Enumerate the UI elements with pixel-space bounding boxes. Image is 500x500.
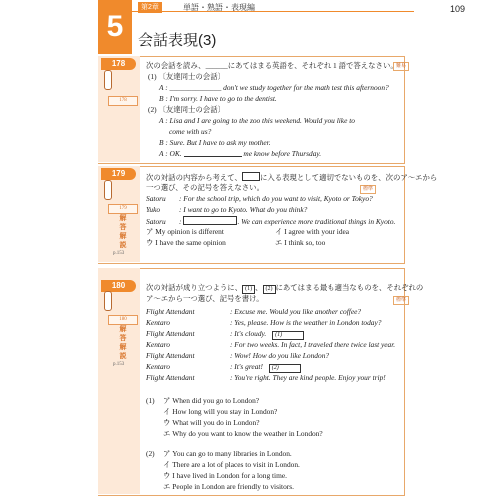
question-179-line2 — [146, 205, 307, 214]
answer-box — [183, 216, 237, 225]
dialogue-text: : — [179, 217, 182, 226]
question-178-level: 難易 — [393, 62, 409, 71]
dialogue-text: : Excuse me. Would you like another coffee? — [230, 307, 362, 316]
speaker-name: Kentaro — [146, 318, 170, 327]
question-179-line3 — [146, 216, 395, 226]
instruction-text: 次の対話の内容から考えて、 — [146, 173, 242, 182]
part1-choice: ウ What will you do in London? — [163, 418, 260, 427]
kaitou-char: 答 — [119, 223, 127, 231]
kaitou-char: 説 — [119, 352, 127, 360]
dialogue-line — [146, 373, 386, 382]
question-178-instruction: 次の会話を読み、______にあてはまる英語を、それぞれ 1 語で答えなさい。 — [146, 61, 398, 70]
part1-label: (1) — [146, 396, 155, 405]
part2-choice: イ There are a lot of places to visit in London. — [163, 460, 300, 469]
speaker-name: Satoru — [146, 217, 166, 226]
page-title: 会話表現(3) — [138, 32, 217, 49]
page-number: 109 — [450, 4, 466, 14]
question-178-sub2-a1: A : Lisa and I are going to the zoo this weekend. Would you like to — [159, 116, 355, 125]
dialogue-line — [146, 307, 361, 316]
pin-icon — [104, 70, 112, 90]
speaker-name: Flight Attendant — [146, 351, 195, 360]
speaker-name: Flight Attendant — [146, 329, 195, 338]
dialogue-text: : Wow! How do you like London? — [230, 351, 330, 360]
question-178-sub2-a2: come with us? — [169, 127, 212, 136]
dialogue-line — [146, 318, 381, 327]
question-178-number: 178 — [101, 58, 136, 70]
speaker-name: Flight Attendant — [146, 373, 195, 382]
part1-choice: ア When did you go to London? — [163, 396, 260, 405]
pin-icon — [104, 291, 112, 311]
dialogue-text: . We can experience more traditional things in Kyoto. — [237, 217, 396, 226]
question-179-number: 179 — [101, 168, 136, 180]
pin-icon — [104, 180, 112, 200]
dialogue-text: : I want to go to Kyoto. What do you think? — [179, 205, 308, 214]
question-178-ref-tag: 178 — [108, 96, 138, 106]
chapter-number-box: 5 — [98, 0, 132, 54]
part1-choice: イ How long will you stay in London? — [163, 407, 278, 416]
part2-choice: ウ I have lived in London for a long time. — [163, 471, 287, 480]
question-179-instruction-2: 一つ選び、その記号を答えなさい。 — [146, 183, 264, 192]
part2-choice: エ People in London are friendly to visitors. — [163, 482, 294, 491]
part2-label: (2) — [146, 449, 155, 458]
header-rule — [132, 11, 414, 12]
speaker-name: Satoru — [146, 194, 166, 203]
chapter-topic: 単語・熟語・表現編 — [183, 3, 255, 12]
question-180-ref-tag: 180 — [108, 315, 138, 325]
instruction-text: にあてはまる最も適当なものを、それぞれの — [275, 283, 424, 292]
instruction-text: 次の対話が成り立つように、 — [146, 283, 243, 292]
question-180-ref-page: p.153 — [113, 362, 125, 367]
dialogue-line — [146, 340, 395, 349]
speaker-name: Kentaro — [146, 340, 170, 349]
question-178-sub2-label: (2) 〔友達同士の会話〕 — [148, 105, 225, 114]
answer-box-label: (2) — [269, 364, 301, 373]
question-179-choice-a: ア My opinion is different — [146, 227, 224, 236]
question-178-box — [98, 56, 405, 164]
question-180-kaitou-label — [116, 325, 130, 361]
instruction-text: 、 — [255, 283, 263, 292]
instruction-text: に入る表現として適切でないものを、次のア～エから — [259, 173, 438, 182]
question-180-instruction-1 — [146, 283, 423, 294]
question-179-kaitou-label — [116, 214, 130, 250]
dialogue-text: : You're right. They are kind people. Enjoy your trip! — [230, 373, 386, 382]
question-179-ref-page: p.153 — [113, 251, 125, 256]
question-178-sub2-a3-pre: A : OK. — [159, 149, 182, 158]
dialogue-text: : For two weeks. In fact, I traveled there twice last year. — [230, 340, 396, 349]
dialogue-line — [146, 329, 304, 340]
speaker-name: Kentaro — [146, 362, 170, 371]
kaitou-char: 答 — [119, 334, 127, 342]
dialogue-text: : It's cloudy. — [230, 329, 267, 338]
answer-box-label: (1) — [272, 331, 304, 340]
question-180-number: 180 — [101, 280, 136, 292]
answer-box-label: (1) — [242, 285, 255, 294]
part2-choice: ア You can go to many libraries in London. — [163, 449, 292, 458]
question-179-choice-d: エ I think so, too — [275, 238, 326, 247]
question-180-instruction-2: ア～エから一つ選び、記号を書け。 — [146, 294, 264, 303]
question-178-sub1-b: B : I'm sorry. I have to go to the dentist. — [159, 94, 277, 103]
speaker-name: Flight Attendant — [146, 307, 195, 316]
dialogue-line — [146, 362, 301, 373]
question-179-choice-b: イ I agree with your idea — [275, 227, 350, 236]
answer-blank[interactable] — [184, 149, 242, 157]
dialogue-text: : It's great! — [230, 362, 263, 371]
question-178-sub2-a3-post: me know before Thursday. — [243, 149, 322, 158]
question-179-ref-tag: 179 — [108, 204, 138, 214]
speaker-name: Yuko — [146, 205, 161, 214]
dialogue-text: : Yes, please. How is the weather in London today? — [230, 318, 382, 327]
question-179-instruction-1 — [146, 172, 437, 182]
answer-box-label: (2) — [263, 285, 276, 294]
dialogue-text: : For the school trip, which do you want to visit, Kyoto or Tokyo? — [179, 194, 373, 203]
dialogue-line — [146, 351, 329, 360]
kaitou-char: 解 — [119, 325, 127, 333]
question-178-sub2-a3 — [159, 149, 321, 158]
question-178-sub1-a: A : ______________ don't we study together for the math test this afternoon? — [159, 83, 389, 92]
question-180-level: 標準 — [393, 296, 409, 305]
question-179-level: 標準 — [360, 185, 376, 194]
kaitou-char: 解 — [119, 214, 127, 222]
question-178-sub2-b: B : Sure. But I have to ask my mother. — [159, 138, 271, 147]
part1-choice: エ Why do you want to know the weather in London? — [163, 429, 323, 438]
kaitou-char: 解 — [119, 343, 127, 351]
kaitou-char: 説 — [119, 241, 127, 249]
kaitou-char: 解 — [119, 232, 127, 240]
question-179-choice-c: ウ I have the same opinion — [146, 238, 226, 247]
question-178-sub1-label: (1) 〔友達同士の会話〕 — [148, 72, 225, 81]
answer-box — [242, 172, 260, 181]
chapter-badge: 第2章 — [138, 2, 162, 13]
question-179-line1 — [146, 194, 373, 203]
